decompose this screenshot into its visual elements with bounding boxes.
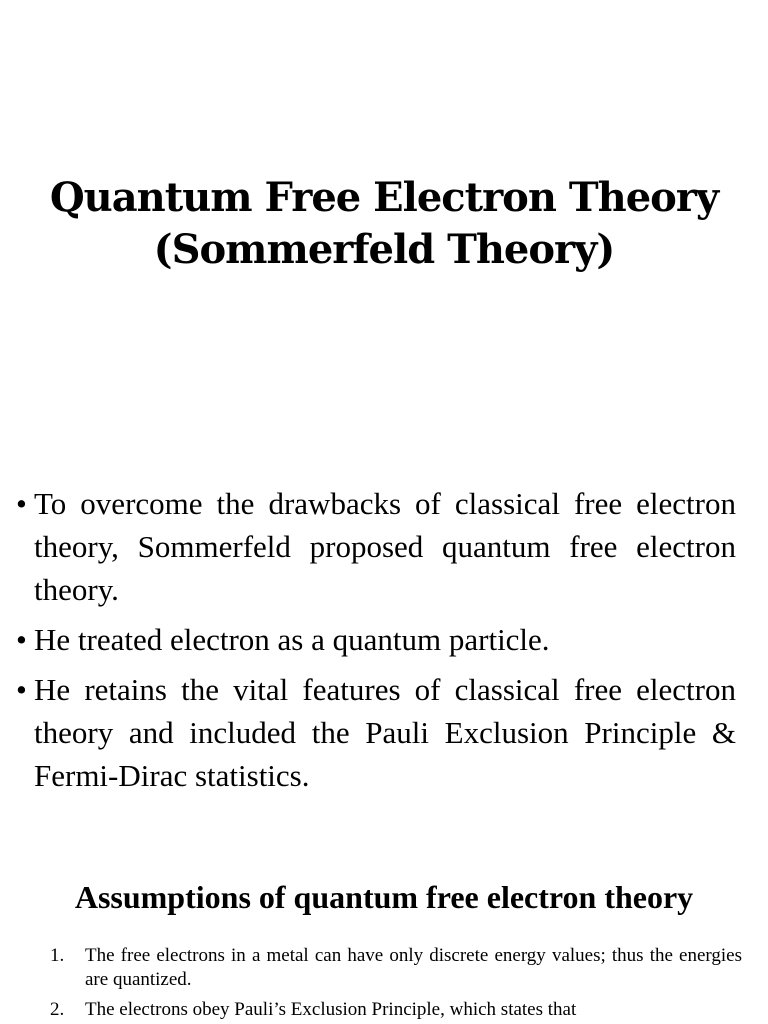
title-line-2: (Sommerfeld Theory) bbox=[153, 226, 615, 273]
bullet-marker: • bbox=[16, 672, 27, 707]
assumption-number: 1. bbox=[50, 945, 65, 966]
bullet-marker: • bbox=[16, 622, 27, 657]
bullet-list bbox=[16, 482, 736, 804]
bullet-item bbox=[16, 668, 736, 797]
bullet-marker: • bbox=[16, 486, 27, 521]
assumptions-list bbox=[50, 944, 742, 1024]
title-line-1: Quantum Free Electron Theory bbox=[49, 174, 719, 221]
assumption-text: The free electrons in a metal can have only discrete energy values; thus the energies are quantized. bbox=[85, 945, 742, 990]
bullet-item bbox=[16, 482, 736, 611]
assumption-number: 2. bbox=[50, 999, 65, 1020]
assumption-text: The electrons obey Pauli’s Exclusion Principle, which states that bbox=[85, 999, 577, 1020]
assumption-item bbox=[50, 998, 742, 1022]
slide-title bbox=[0, 172, 768, 276]
bullet-text: He retains the vital features of classical free electron theory and included the Pauli Exclusion Principle & Fermi-Dirac statistics. bbox=[34, 672, 736, 793]
assumption-item bbox=[50, 944, 742, 992]
bullet-text: He treated electron as a quantum particle. bbox=[34, 622, 550, 657]
bullet-item bbox=[16, 618, 736, 661]
assumptions-heading: Assumptions of quantum free electron theory bbox=[74, 879, 694, 915]
bullet-text: To overcome the drawbacks of classical free electron theory, Sommerfeld proposed quantum free electron theory. bbox=[34, 486, 736, 607]
